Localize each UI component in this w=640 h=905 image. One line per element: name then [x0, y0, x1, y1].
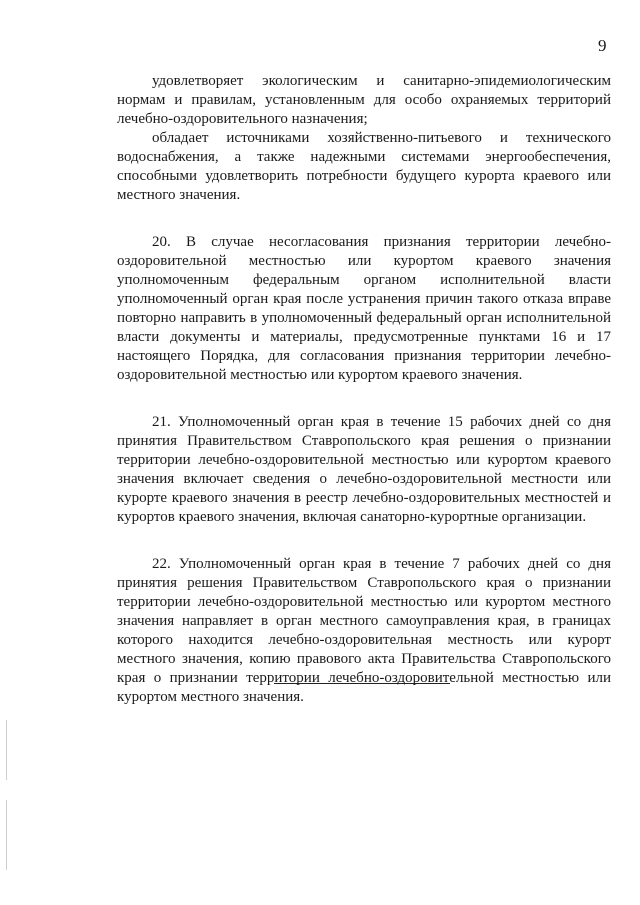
paragraph-ecological-requirements: удовлетворяет экологическим и санитарно-эпидемиологическим нормам и правилам, установленным для особо охраняемых территорий лечебно-оздоровительного назначения;	[117, 73, 611, 127]
document-body	[117, 72, 611, 707]
paragraph-gap	[117, 205, 611, 233]
paragraph-clause-20: 20. В случае несогласования признания территории лечебно-оздоровительной местностью или курортом краевого значения уполномоченным федеральным органом исполнительной власти уполномоченный орган края после устранения причин такого отказа вправе повторно направить в уполномоченный федеральный орган исполнительной власти документы и материалы, предусмотренные пунктами 16 и 17 настоящего Порядка, для согласования признания территории лечебно-оздоровительной местностью или курортом краевого значения.	[117, 234, 611, 383]
page-number: 9	[598, 36, 607, 55]
paragraph-gap	[117, 527, 611, 555]
end-separator-line	[274, 683, 450, 684]
paragraph-gap	[117, 385, 611, 413]
paragraph-clause-21: 21. Уполномоченный орган края в течение 15 рабочих дней со дня принятия Правительством Ставропольского края решения о признании территории лечебно-оздоровительной местностью или курортом краевого значения включает сведения о лечебно-оздоровительной местности или курорте краевого значения в реестр лечебно-оздоровительных местностей и курортов краевого значения, включая санаторно-курортные организации.	[117, 414, 611, 525]
paragraph-clause-22: 22. Уполномоченный орган края в течение 7 рабочих дней со дня принятия решения Правительством Ставропольского края о признании территории лечебно-оздоровительной местностью или курортом местного значения направляет в орган местного самоуправления края, в границах которого находится лечебно-оздоровительная местность или курорт местного значения, копию правового акта Правительства Ставропольского края о признании территории лечебно-оздоровительной местностью или курортом местного значения.	[117, 556, 611, 705]
scan-edge-mark	[6, 800, 7, 870]
scan-edge-mark	[6, 720, 7, 780]
paragraph-water-energy-supply: обладает источниками хозяйственно-питьевого и технического водоснабжения, а также надежными системами энергообеспечения, способными удовлетворить потребности будущего курорта краевого или местного значения.	[117, 130, 611, 203]
